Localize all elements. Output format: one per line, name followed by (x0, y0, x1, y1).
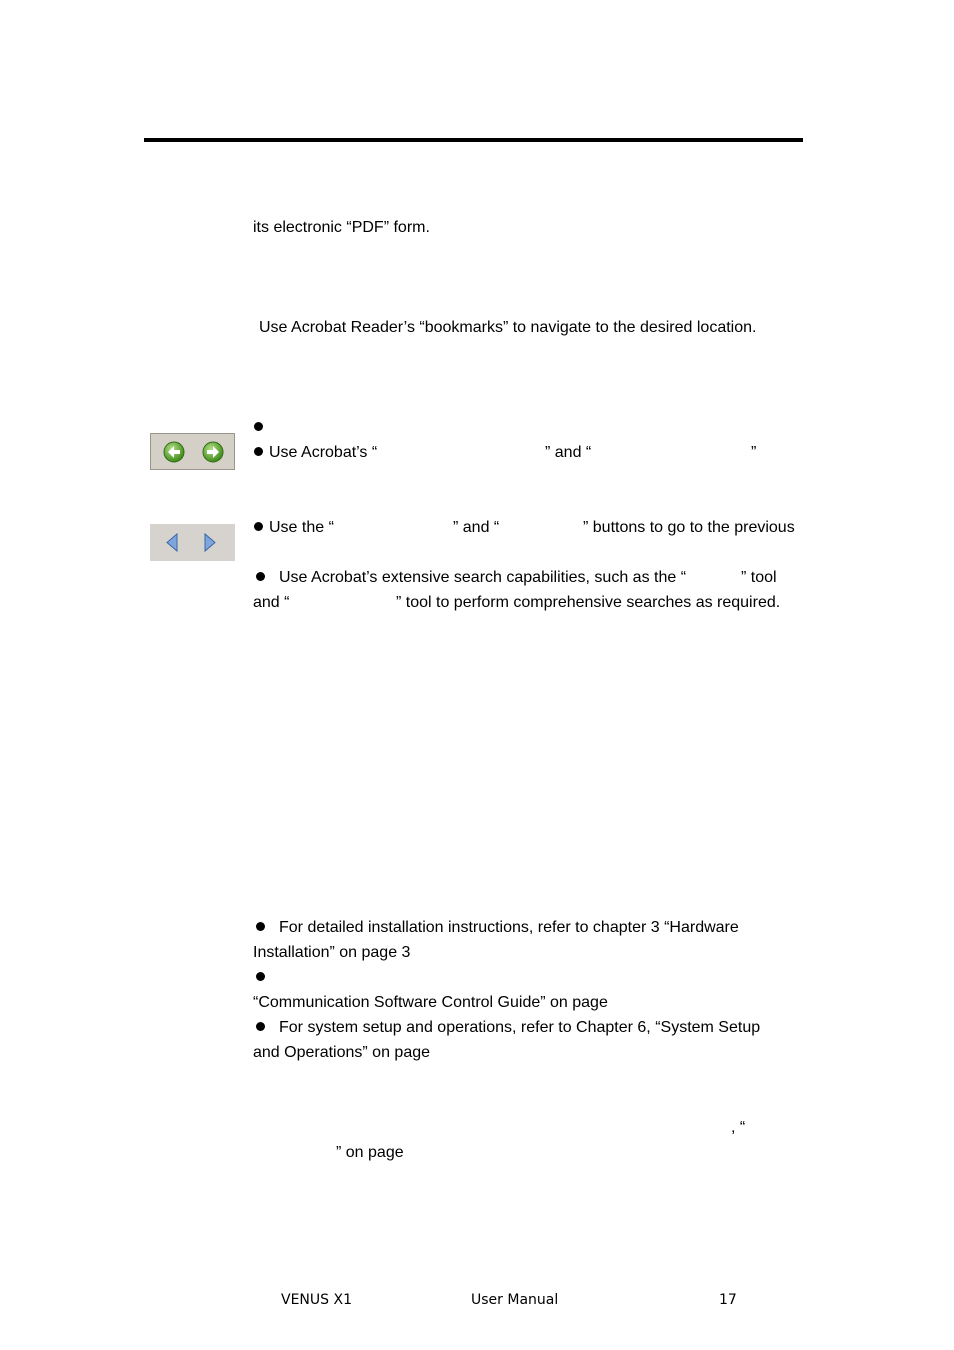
setup-ref-line1: For system setup and operations, refer to Chapter 6, “System Setup (279, 1019, 761, 1036)
install-ref-line1: For detailed installation instructions, refer to chapter 3 “Hardware (279, 919, 739, 936)
use-the-post: ” buttons to go to the previous (583, 519, 795, 536)
ref-fragment-page: ” on page (336, 1144, 404, 1161)
footer-page-number: 17 (719, 1292, 737, 1308)
previous-next-buttons (150, 524, 235, 561)
acrobat-arrows-pre: Use Acrobat’s “ (269, 444, 378, 461)
green-back-arrow-icon (164, 442, 184, 462)
bullet (254, 422, 263, 431)
search-line1-pre: Use Acrobat’s extensive search capabilities, such as the “ (279, 569, 687, 586)
setup-ref-line2: and Operations” on page (253, 1044, 431, 1061)
blue-next-triangle-icon (205, 534, 215, 551)
bullet (254, 522, 263, 531)
search-line2-pre: and “ (253, 594, 290, 611)
acrobat-arrows-mid: ” and “ (545, 444, 592, 461)
search-line1-post: ” tool (741, 569, 777, 586)
comm-ref-line2: “Communication Software Control Guide” on page (253, 994, 608, 1011)
use-the-mid: ” and “ (453, 519, 500, 536)
acrobat-arrows-post: ” (751, 444, 757, 461)
header-rule (144, 138, 803, 142)
bullet (256, 1022, 265, 1031)
footer-product: VENUS X1 (281, 1292, 352, 1308)
intro-line: its electronic “PDF” form. (253, 219, 430, 236)
use-the-pre: Use the “ (269, 519, 334, 536)
bullet (256, 922, 265, 931)
install-ref-line2: Installation” on page 3 (253, 944, 411, 961)
ref-fragment: , “ (731, 1119, 746, 1136)
bullet (256, 572, 265, 581)
bullet (254, 447, 263, 456)
search-line2-post: ” tool to perform comprehensive searches as required. (396, 594, 781, 611)
footer-doc-title: User Manual (471, 1292, 559, 1308)
bullet (256, 972, 265, 981)
blue-previous-triangle-icon (167, 534, 177, 551)
acrobat-back-forward-buttons (150, 433, 235, 470)
bookmarks-instruction: Use Acrobat Reader’s “bookmarks” to navigate to the desired location. (259, 319, 757, 336)
green-forward-arrow-icon (203, 442, 223, 462)
